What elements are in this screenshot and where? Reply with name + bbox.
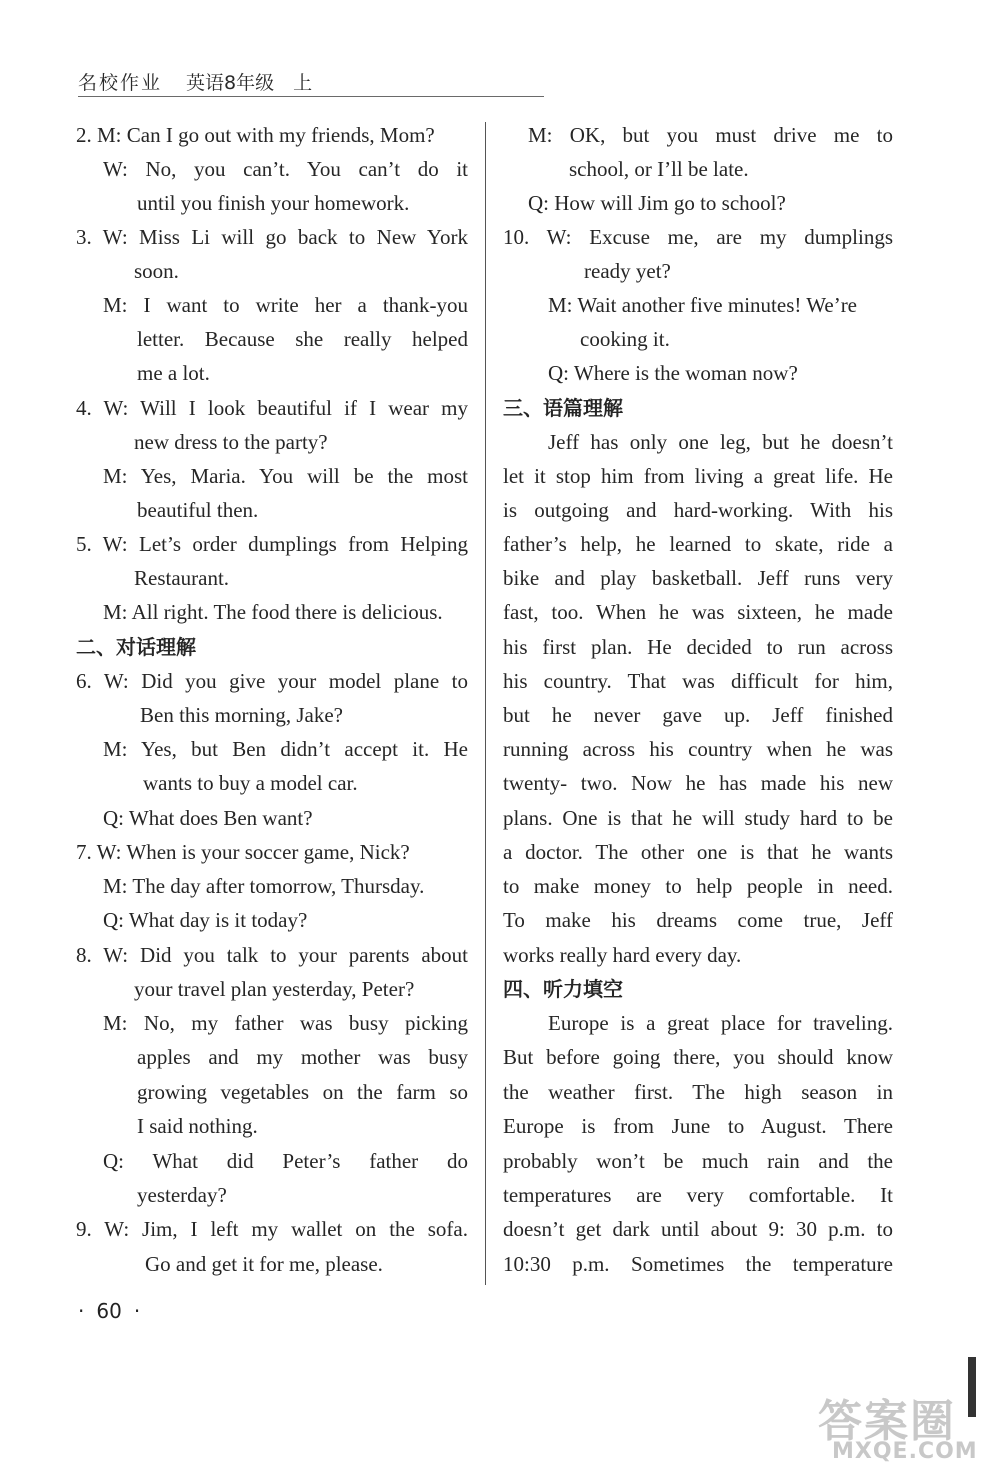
passage-line: Europe is from June to August. There <box>503 1114 893 1138</box>
page-number-value: 60 <box>96 1299 122 1323</box>
transcript-line: Q: What does Ben want? <box>103 806 313 830</box>
transcript-line: your travel plan yesterday, Peter? <box>134 977 415 1001</box>
transcript-line: me a lot. <box>137 361 210 385</box>
header-rule <box>78 96 544 97</box>
passage-line: fast, too. When he was sixteen, he made <box>503 600 893 624</box>
transcript-line: Q: Where is the woman now? <box>548 361 798 385</box>
transcript-line: M: All right. The food there is delicious. <box>103 600 443 624</box>
page-number-dot-right: · <box>133 1299 141 1323</box>
watermark <box>818 1385 994 1471</box>
transcript-line: M: The day after tomorrow, Thursday. <box>103 874 425 898</box>
transcript-line: beautiful then. <box>137 498 259 522</box>
transcript-line: I said nothing. <box>137 1114 258 1138</box>
watermark-mark <box>968 1357 976 1417</box>
watermark-site-text: MXQE.COM <box>832 1439 978 1464</box>
header-subject: 英语8年级 上 <box>186 72 313 94</box>
transcript-line: yesterday? <box>137 1183 227 1207</box>
transcript-line: Go and get it for me, please. <box>145 1252 383 1276</box>
transcript-line: 9. W: Jim, I left my wallet on the sofa. <box>76 1217 468 1241</box>
passage-line: doesn’t get dark until about 9: 30 p.m. to <box>503 1217 893 1241</box>
transcript-line: Q: What day is it today? <box>103 908 308 932</box>
transcript-line: wants to buy a model car. <box>143 771 358 795</box>
passage-line: a doctor. The other one is that he wants <box>503 840 893 864</box>
passage-line: temperatures are very comfortable. It <box>503 1183 893 1207</box>
transcript-line: soon. <box>134 259 179 283</box>
column-divider <box>485 122 486 1285</box>
transcript-line: M: Yes, Maria. You will be the most <box>103 464 468 488</box>
passage-line: Jeff has only one leg, but he doesn’t <box>548 430 893 454</box>
passage-line: plans. One is that he will study hard to be <box>503 806 893 830</box>
transcript-line: 3. W: Miss Li will go back to New York <box>76 225 468 249</box>
transcript-line: Ben this morning, Jake? <box>140 703 343 727</box>
header-brand: 名校作业 <box>78 72 163 94</box>
transcript-line: 5. W: Let’s order dumplings from Helping <box>76 532 468 556</box>
transcript-line: 6. W: Did you give your model plane to <box>76 669 468 693</box>
transcript-line: W: No, you can’t. You can’t do it <box>103 157 468 181</box>
passage-line: 10:30 p.m. Sometimes the temperature <box>503 1252 893 1276</box>
page-header <box>78 64 548 100</box>
transcript-line: Q: How will Jim go to school? <box>528 191 786 215</box>
transcript-line: ready yet? <box>584 259 671 283</box>
passage-line: the weather first. The high season in <box>503 1080 893 1104</box>
transcript-line: 8. W: Did you talk to your parents about <box>76 943 468 967</box>
transcript-line: 10. W: Excuse me, are my dumplings <box>503 225 893 249</box>
passage-line: but he never gave up. Jeff finished <box>503 703 893 727</box>
passage-line: works really hard every day. <box>503 943 742 967</box>
transcript-line: Restaurant. <box>134 566 230 590</box>
passage-line: Europe is a great place for traveling. <box>548 1011 893 1035</box>
passage-line: his first plan. He decided to run across <box>503 635 893 659</box>
transcript-line: apples and my mother was busy <box>137 1045 468 1069</box>
passage-line: running across his country when he was <box>503 737 893 761</box>
passage-line: father’s help, he learned to skate, ride a <box>503 532 893 556</box>
transcript-line: until you finish your homework. <box>137 191 410 215</box>
section-heading-reading: 三、语篇理解 <box>503 396 623 420</box>
transcript-line: M: No, my father was busy picking <box>103 1011 468 1035</box>
passage-line: bike and play basketball. Jeff runs very <box>503 566 893 590</box>
passage-line: is outgoing and hard-working. With his <box>503 498 893 522</box>
transcript-line: 4. W: Will I look beautiful if I wear my <box>76 396 468 420</box>
passage-line: to make money to help people in need. <box>503 874 893 898</box>
transcript-line: M: I want to write her a thank-you <box>103 293 468 317</box>
passage-line: But before going there, you should know <box>503 1045 893 1069</box>
transcript-line: new dress to the party? <box>134 430 328 454</box>
transcript-line: 7. W: When is your soccer game, Nick? <box>76 840 410 864</box>
passage-line: let it stop him from living a great life. He <box>503 464 893 488</box>
transcript-line: cooking it. <box>580 327 670 351</box>
transcript-line: M: OK, but you must drive me to <box>528 123 893 147</box>
transcript-line: growing vegetables on the farm so <box>137 1080 468 1104</box>
transcript-line: letter. Because she really helped <box>137 327 468 351</box>
page-number <box>78 1294 140 1328</box>
passage-line: To make his dreams come true, Jeff <box>503 908 893 932</box>
passage-line: probably won’t be much rain and the <box>503 1149 893 1173</box>
transcript-line: M: Wait another five minutes! We’re <box>548 293 858 317</box>
passage-line: twenty- two. Now he has made his new <box>503 771 893 795</box>
transcript-line: Q: What did Peter’s father do <box>103 1149 468 1173</box>
transcript-line: 2. M: Can I go out with my friends, Mom? <box>76 123 435 147</box>
section-heading-listening-fill: 四、听力填空 <box>503 977 623 1001</box>
page-number-dot-left: · <box>78 1299 85 1323</box>
watermark-logo-text: 答案圈 <box>818 1396 956 1447</box>
passage-line: his country. That was difficult for him, <box>503 669 893 693</box>
section-heading-dialogue: 二、对话理解 <box>76 635 196 659</box>
transcript-line: school, or I’ll be late. <box>569 157 749 181</box>
transcript-line: M: Yes, but Ben didn’t accept it. He <box>103 737 468 761</box>
